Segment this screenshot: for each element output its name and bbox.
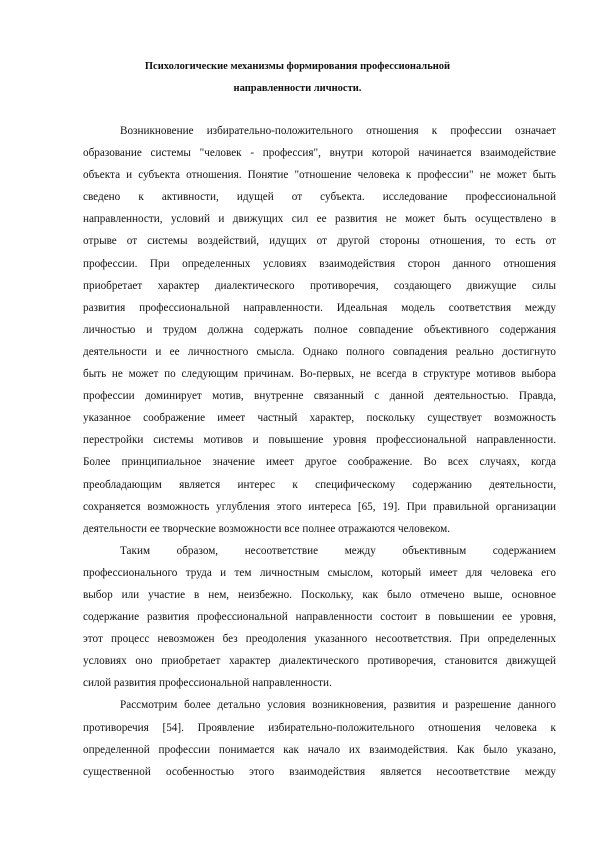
text-line: профессионального труда и тем личностным смыслом, который имеет для человека его: [83, 566, 556, 579]
text-line: сохраняется возможность углубления этого интереса [65, 19]. При правильной организации: [83, 500, 556, 513]
text-line: деятельности и ее личностного смысла. Однако полного совпадения реально достигнуто: [83, 345, 556, 358]
text-line: образование системы "человек - профессия", внутри которой начинается взаимодействие: [83, 147, 556, 160]
text-line: противоречия [54]. Проявление избирательно-положительного отношения человека к: [83, 721, 556, 734]
text-line: определенной профессии понимается как начало их взаимодействия. Как было указано,: [83, 743, 556, 756]
text-line: сведено к активности, идущей от субъекта. исследование профессиональной: [83, 191, 556, 204]
text-line: отрыве от системы воздействий, идущих от другой стороны отношения, то есть от: [83, 235, 556, 248]
text-line: этот процесс невозможен без преодоления указанного несоответствия. При определенных: [83, 633, 556, 646]
text-line: существенной особенностью этого взаимодействия является несоответствие между: [83, 765, 556, 778]
text-line: приобретает характер диалектического противоречия, создающего движущие силы: [83, 279, 556, 292]
text-line: быть не может по следующим причинам. Во-первых, не всегда в структуре мотивов выбора: [83, 368, 556, 381]
text-line: содержание развития профессиональной направленности состоит в повышении ее уровня,: [83, 611, 556, 624]
document-body: [83, 124, 556, 787]
text-line: условиях оно приобретает характер диалектического противоречия, становится движущей: [83, 655, 556, 668]
text-line: Более принципиальное значение имеет другое соображение. Во всех случаях, когда: [83, 456, 556, 469]
text-line: преобладающим является интерес к специфическому содержанию деятельности,: [83, 478, 556, 491]
text-line: Таким образом, несоответствие между объективным содержанием: [120, 544, 556, 557]
text-line: деятельности ее творческие возможности все полнее отражаются человеком.: [83, 522, 451, 535]
text-line: направленности, условий и движущих сил ее развития не может быть осуществлено в: [83, 213, 556, 226]
document-title-line-1: Психологические механизмы формирования профессиональной: [144, 61, 451, 72]
text-line: объекта и субъекта отношения. Понятие "отношение человека к профессии" не может быть: [83, 169, 556, 182]
text-line: Возникновение избирательно-положительного отношения к профессии означает: [120, 125, 556, 137]
text-line: развития профессиональной направленности. Идеальная модель соответствия между: [83, 301, 556, 314]
text-line: силой развития профессиональной направленности.: [83, 677, 332, 690]
document-title-line-2: направленности личности.: [233, 83, 362, 94]
text-line: профессии доминирует мотив, внутренне связанный с данной деятельностью. Правда,: [83, 390, 556, 403]
text-line: указанное соображение имеет частный характер, поскольку существует возможность: [83, 412, 556, 425]
text-line: профессии. При определенных условиях взаимодействия сторон данного отношения: [83, 257, 556, 270]
text-line: личностью и трудом должна содержать полное совпадение объективного содержания: [83, 323, 556, 336]
text-line: выбор или участие в нем, неизбежно. Поскольку, как было отмечено выше, основное: [83, 588, 556, 601]
text-line: перестройки системы мотивов и повышение уровня профессиональной направленности.: [83, 434, 556, 447]
text-line: Рассмотрим более детально условия возникновения, развития и разрешение данного: [120, 699, 556, 712]
